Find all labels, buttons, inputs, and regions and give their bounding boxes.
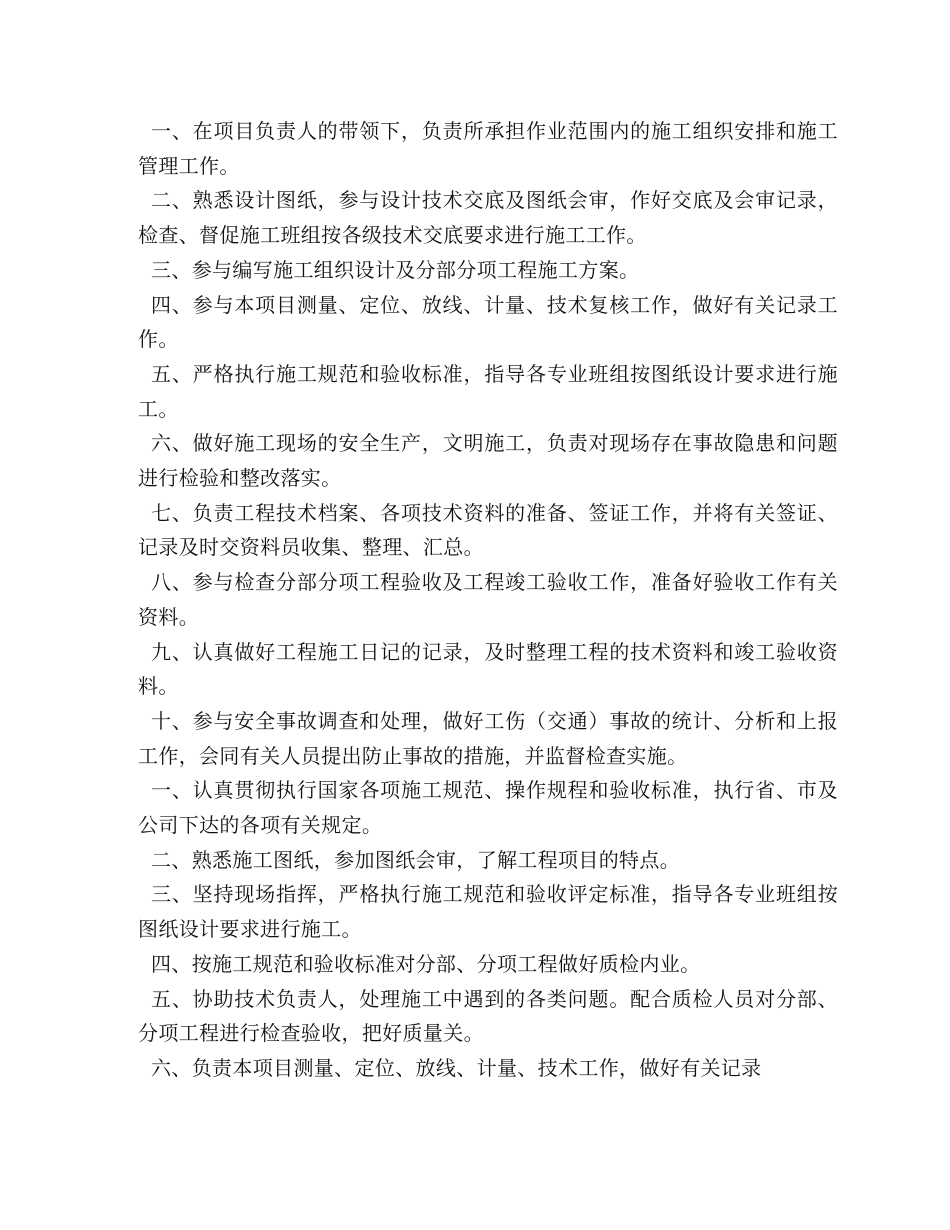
paragraph-11: 一、认真贯彻执行国家各项施工规范、操作规程和验收标准，执行省、市及公司下达的各项有关规定。 bbox=[138, 778, 838, 838]
paragraph-7: 七、负责工程技术档案、各项技术资料的准备、签证工作，并将有关签证、记录及时交资料员收集、整理、汇总。 bbox=[138, 500, 838, 560]
paragraph-8: 八、参与检查分部分项工程验收及工程竣工验收工作，准备好验收工作有关资料。 bbox=[138, 570, 838, 629]
paragraph-9: 九、认真做好工程施工日记的记录，及时整理工程的技术资料和竣工验收资料。 bbox=[138, 639, 838, 699]
document-body bbox=[138, 114, 838, 1086]
paragraph-14: 四、按施工规范和验收标准对分部、分项工程做好质检内业。 bbox=[151, 951, 701, 976]
paragraph-1: 一、在项目负责人的带领下，负责所承担作业范围内的施工组织安排和施工管理工作。 bbox=[138, 119, 838, 178]
paragraph-13: 三、坚持现场指挥，严格执行施工规范和验收评定标准，指导各专业班组按图纸设计要求进行施工。 bbox=[138, 882, 838, 942]
paragraph-16: 六、负责本项目测量、定位、放线、计量、技术工作，做好有关记录 bbox=[151, 1055, 762, 1080]
paragraph-5: 五、严格执行施工规范和验收标准，指导各专业班组按图纸设计要求进行施工。 bbox=[138, 361, 838, 421]
paragraph-10: 十、参与安全事故调查和处理，做好工伤（交通）事故的统计、分析和上报工作，会同有关人员提出防止事故的措施，并监督检查实施。 bbox=[138, 708, 838, 768]
paragraph-12: 二、熟悉施工图纸，参加图纸会审，了解工程项目的特点。 bbox=[151, 847, 681, 872]
paragraph-2: 二、熟悉设计图纸，参与设计技术交底及图纸会审，作好交底及会审记录，检查、督促施工班组按各级技术交底要求进行施工工作。 bbox=[138, 188, 838, 248]
paragraph-6: 六、做好施工现场的安全生产，文明施工，负责对现场存在事故隐患和问题进行检验和整改落实。 bbox=[138, 431, 838, 491]
paragraph-3: 三、参与编写施工组织设计及分部分项工程施工方案。 bbox=[151, 257, 640, 282]
paragraph-4: 四、参与本项目测量、定位、放线、计量、技术复核工作，做好有关记录工作。 bbox=[138, 292, 838, 352]
paragraph-15: 五、协助技术负责人，处理施工中遇到的各类问题。配合质检人员对分部、分项工程进行检查验收，把好质量关。 bbox=[138, 986, 838, 1046]
